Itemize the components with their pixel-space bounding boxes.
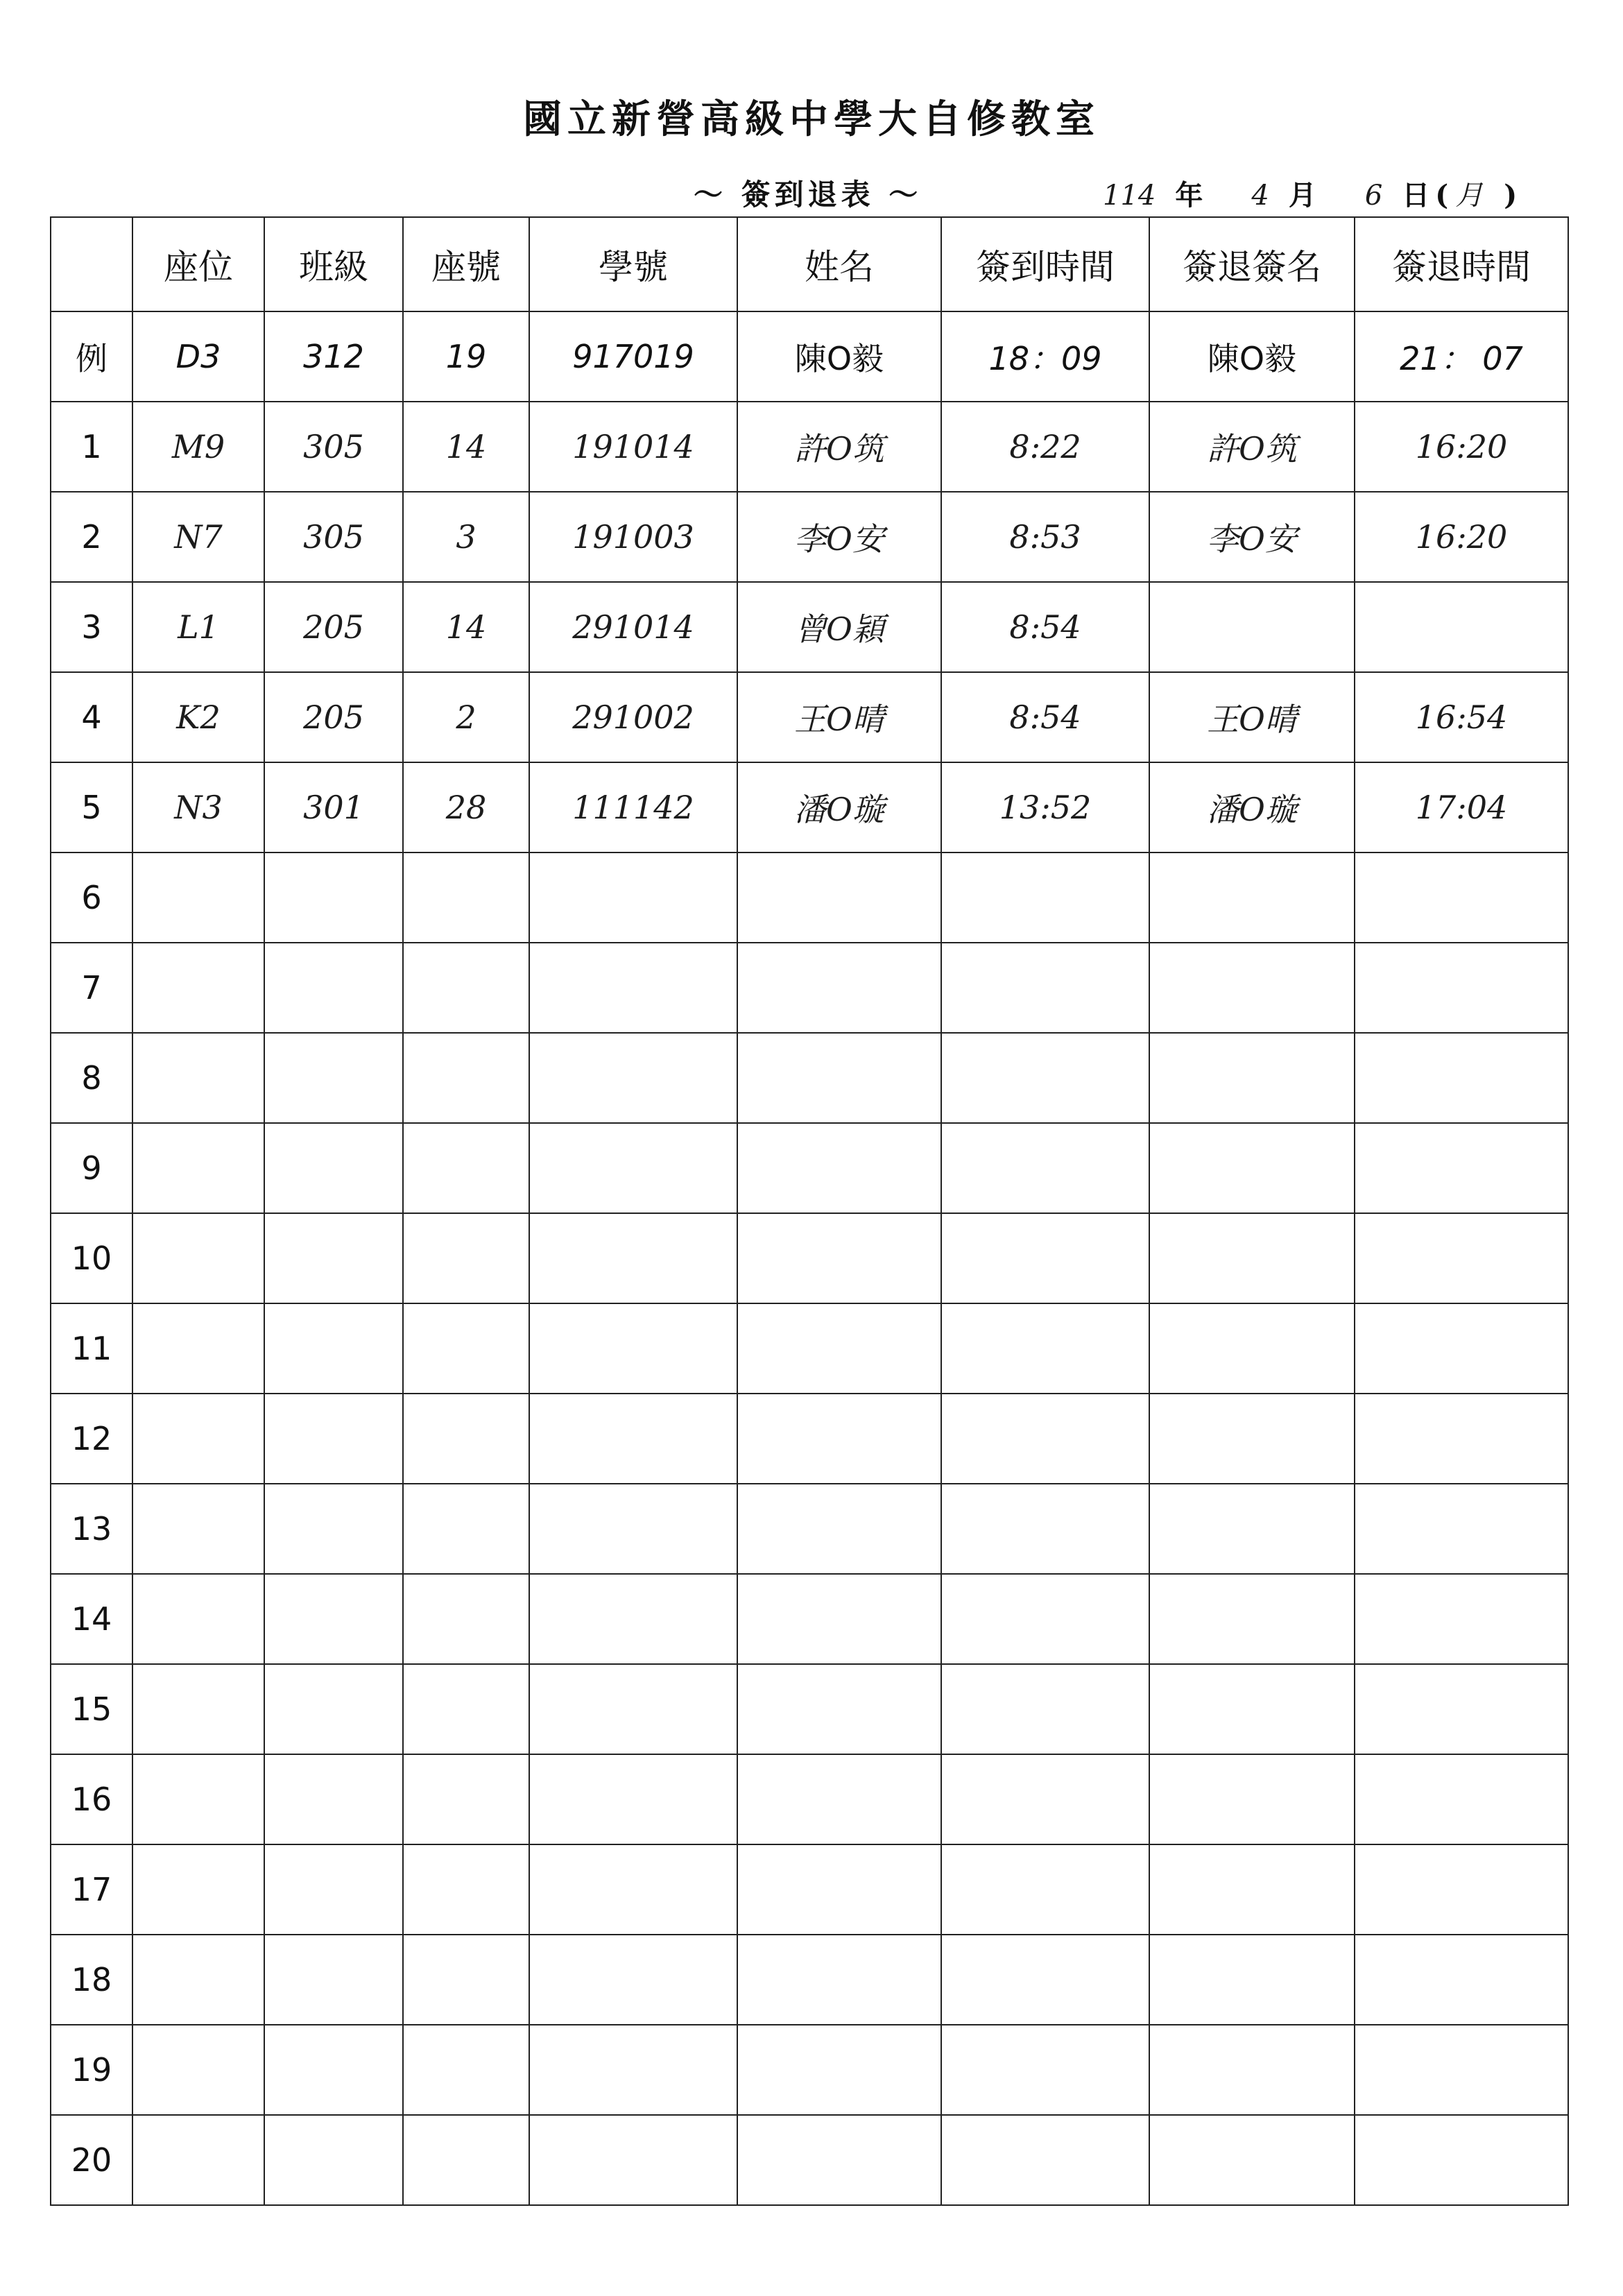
student-id-cell: 191003 [529,492,737,582]
class-cell [264,853,403,943]
row-number-cell: 19 [51,2025,132,2115]
checkout-signature-cell [1149,1303,1355,1394]
class-cell [264,2115,403,2205]
checkout-time-cell: 16:20 [1355,402,1568,492]
checkin-time-cell [941,943,1149,1033]
date-year: 114 [1103,180,1156,212]
checkin-time-cell [941,1574,1149,1664]
checkin-time-cell [941,1484,1149,1574]
row-number-cell: 14 [51,1574,132,1664]
seat-cell [132,1754,264,1844]
seat-number-cell [403,1123,529,1213]
name-cell [737,1844,941,1935]
seat-cell: D3 [132,311,264,402]
seat-cell [132,2025,264,2115]
seat-number-cell: 2 [403,672,529,762]
col-header-class: 班級 [264,217,403,311]
row-number-cell: 5 [51,762,132,853]
name-cell: 許O筑 [737,402,941,492]
checkout-time-cell [1355,2025,1568,2115]
table-row [51,1484,1568,1574]
student-id-cell [529,943,737,1033]
checkout-time-cell [1355,1213,1568,1303]
student-id-cell [529,2025,737,2115]
table-row [51,2025,1568,2115]
student-id-cell: 291014 [529,582,737,672]
class-cell: 305 [264,492,403,582]
seat-cell [132,1123,264,1213]
seat-number-cell [403,1935,529,2025]
student-id-cell [529,2115,737,2205]
row-number-cell: 12 [51,1394,132,1484]
seat-number-cell: 3 [403,492,529,582]
class-cell [264,1484,403,1574]
seat-number-cell [403,2115,529,2205]
col-header-checkin-time: 簽到時間 [941,217,1149,311]
sign-in-table [50,216,1569,2206]
student-id-cell: 111142 [529,762,737,853]
table-row [51,1844,1568,1935]
seat-cell [132,943,264,1033]
checkout-time-cell [1355,2115,1568,2205]
class-cell [264,1033,403,1123]
seat-cell [132,1844,264,1935]
student-id-cell [529,1303,737,1394]
checkout-time-cell: 16:20 [1355,492,1568,582]
student-id-cell [529,1935,737,2025]
checkout-time-cell [1355,1844,1568,1935]
checkout-signature-cell: 陳O毅 [1149,311,1355,402]
name-cell [737,1935,941,2025]
col-header-name: 姓名 [737,217,941,311]
checkout-time-cell [1355,1394,1568,1484]
checkout-time-cell: 16:54 [1355,672,1568,762]
name-cell [737,1754,941,1844]
table-row [51,1303,1568,1394]
name-cell [737,853,941,943]
weekday-close-paren: ) [1504,179,1518,212]
checkout-time-cell: 21： 07 [1355,311,1568,402]
row-number-cell: 9 [51,1123,132,1213]
checkout-signature-cell [1149,1213,1355,1303]
checkin-time-cell: 18：09 [941,311,1149,402]
name-cell [737,1123,941,1213]
checkin-time-cell [941,1303,1149,1394]
date-month-label: 月 [1288,179,1316,212]
seat-number-cell [403,1033,529,1123]
checkout-signature-cell [1149,582,1355,672]
table-header-row [51,217,1568,311]
checkout-signature-cell [1149,1484,1355,1574]
seat-number-cell: 19 [403,311,529,402]
class-cell [264,1844,403,1935]
checkout-signature-cell [1149,1664,1355,1754]
checkin-time-cell [941,1664,1149,1754]
table-row [51,582,1568,672]
row-number-cell: 3 [51,582,132,672]
seat-cell [132,1574,264,1664]
checkout-time-cell [1355,1754,1568,1844]
seat-number-cell [403,1394,529,1484]
checkout-time-cell [1355,582,1568,672]
student-id-cell [529,1213,737,1303]
name-cell: 潘O璇 [737,762,941,853]
name-cell [737,1394,941,1484]
checkout-time-cell [1355,943,1568,1033]
seat-cell: L1 [132,582,264,672]
seat-number-cell [403,1484,529,1574]
date-day-label: 日 [1402,179,1430,212]
seat-cell: N7 [132,492,264,582]
student-id-cell: 291002 [529,672,737,762]
checkin-time-cell: 8:53 [941,492,1149,582]
checkout-signature-cell [1149,1935,1355,2025]
row-number-cell: 2 [51,492,132,582]
student-id-cell: 191014 [529,402,737,492]
row-number-cell: 4 [51,672,132,762]
row-number-cell: 8 [51,1033,132,1123]
class-cell [264,1213,403,1303]
student-id-cell [529,853,737,943]
checkin-time-cell [941,1123,1149,1213]
checkin-time-cell: 13:52 [941,762,1149,853]
seat-cell [132,853,264,943]
checkout-signature-cell [1149,1754,1355,1844]
seat-number-cell [403,943,529,1033]
name-cell [737,1033,941,1123]
seat-number-cell [403,2025,529,2115]
table-row [51,1213,1568,1303]
seat-cell: M9 [132,402,264,492]
checkin-time-cell [941,2025,1149,2115]
checkout-signature-cell [1149,1844,1355,1935]
student-id-cell [529,1123,737,1213]
checkout-signature-cell [1149,1033,1355,1123]
row-number-cell: 18 [51,1935,132,2025]
checkout-time-cell [1355,853,1568,943]
weekday-open-paren: ( [1435,179,1449,212]
date-year-label: 年 [1175,179,1203,212]
checkout-time-cell [1355,1574,1568,1664]
row-number-cell: 13 [51,1484,132,1574]
checkout-signature-cell [1149,1394,1355,1484]
table-row [51,1754,1568,1844]
class-cell: 312 [264,311,403,402]
page-title: 國立新營高級中學大自修教室 [523,96,1100,142]
date-weekday: 月 [1455,180,1484,212]
name-cell [737,1303,941,1394]
student-id-cell [529,1754,737,1844]
seat-number-cell: 14 [403,402,529,492]
class-cell [264,2025,403,2115]
seat-cell: N3 [132,762,264,853]
seat-cell [132,2115,264,2205]
student-id-cell [529,1574,737,1664]
name-cell [737,2025,941,2115]
checkin-time-cell: 8:54 [941,672,1149,762]
example-row [51,311,1568,402]
row-number-cell: 11 [51,1303,132,1394]
checkin-time-cell [941,1394,1149,1484]
table-row [51,1935,1568,2025]
seat-number-cell [403,1303,529,1394]
name-cell [737,1574,941,1664]
name-cell [737,1213,941,1303]
class-cell: 205 [264,672,403,762]
checkout-signature-cell [1149,1574,1355,1664]
row-number-cell: 15 [51,1664,132,1754]
name-cell: 曾O穎 [737,582,941,672]
col-header-checkout-signature: 簽退簽名 [1149,217,1355,311]
student-id-cell [529,1664,737,1754]
row-number-cell: 17 [51,1844,132,1935]
checkin-time-cell: 8:54 [941,582,1149,672]
checkout-time-cell [1355,1664,1568,1754]
row-number-cell: 1 [51,402,132,492]
student-id-cell: 917019 [529,311,737,402]
checkout-time-cell [1355,1303,1568,1394]
checkout-signature-cell: 潘O璇 [1149,762,1355,853]
checkout-signature-cell: 許O筑 [1149,402,1355,492]
seat-cell [132,1213,264,1303]
col-header-row-number [51,217,132,311]
checkout-signature-cell: 李O安 [1149,492,1355,582]
table-row [51,762,1568,853]
checkin-time-cell [941,1844,1149,1935]
table-row [51,492,1568,582]
table-row [51,2115,1568,2205]
table-row [51,672,1568,762]
col-header-seat: 座位 [132,217,264,311]
seat-number-cell [403,1844,529,1935]
class-cell [264,1935,403,2025]
seat-cell [132,1664,264,1754]
col-header-student-id: 學號 [529,217,737,311]
checkout-time-cell [1355,1935,1568,2025]
name-cell [737,1664,941,1754]
seat-number-cell: 14 [403,582,529,672]
col-header-seat-number: 座號 [403,217,529,311]
row-number-cell: 20 [51,2115,132,2205]
class-cell [264,1303,403,1394]
class-cell [264,1754,403,1844]
class-cell [264,1574,403,1664]
row-number-cell: 10 [51,1213,132,1303]
seat-number-cell: 28 [403,762,529,853]
checkout-signature-cell [1149,2025,1355,2115]
seat-cell: K2 [132,672,264,762]
date-day: 6 [1364,180,1383,212]
row-number-cell: 6 [51,853,132,943]
checkout-signature-cell: 王O晴 [1149,672,1355,762]
table-row [51,1033,1568,1123]
seat-cell [132,1303,264,1394]
checkin-time-cell [941,1935,1149,2025]
checkin-time-cell [941,853,1149,943]
table-row [51,1574,1568,1664]
student-id-cell [529,1844,737,1935]
table-row [51,1394,1568,1484]
name-cell [737,1484,941,1574]
class-cell: 305 [264,402,403,492]
class-cell: 301 [264,762,403,853]
seat-number-cell [403,1574,529,1664]
class-cell: 205 [264,582,403,672]
checkin-time-cell [941,2115,1149,2205]
name-cell [737,943,941,1033]
seat-number-cell [403,1664,529,1754]
seat-number-cell [403,853,529,943]
seat-cell [132,1484,264,1574]
row-number-cell: 16 [51,1754,132,1844]
table-row [51,402,1568,492]
name-cell: 王O晴 [737,672,941,762]
checkout-time-cell: 17:04 [1355,762,1568,853]
table-row [51,943,1568,1033]
col-header-checkout-time: 簽退時間 [1355,217,1568,311]
checkin-time-cell [941,1213,1149,1303]
table-row [51,853,1568,943]
checkout-time-cell [1355,1033,1568,1123]
row-number-cell: 例 [51,311,132,402]
checkout-time-cell [1355,1484,1568,1574]
date-line [1103,173,1517,213]
checkin-time-cell: 8:22 [941,402,1149,492]
name-cell: 李O安 [737,492,941,582]
checkout-signature-cell [1149,2115,1355,2205]
checkout-signature-cell [1149,1123,1355,1213]
checkout-signature-cell [1149,943,1355,1033]
class-cell [264,1394,403,1484]
class-cell [264,1123,403,1213]
checkout-signature-cell [1149,853,1355,943]
seat-number-cell [403,1754,529,1844]
class-cell [264,1664,403,1754]
student-id-cell [529,1484,737,1574]
name-cell: 陳O毅 [737,311,941,402]
table-row [51,1123,1568,1213]
checkin-time-cell [941,1033,1149,1123]
row-number-cell: 7 [51,943,132,1033]
student-id-cell [529,1033,737,1123]
seat-cell [132,1394,264,1484]
table-body [51,311,1568,2205]
name-cell [737,2115,941,2205]
student-id-cell [529,1394,737,1484]
seat-cell [132,1033,264,1123]
checkin-time-cell [941,1754,1149,1844]
form-subtitle: 〜 簽到退表 〜 [694,178,922,212]
seat-cell [132,1935,264,2025]
table-row [51,1664,1568,1754]
seat-number-cell [403,1213,529,1303]
date-month: 4 [1251,180,1269,212]
checkout-time-cell [1355,1123,1568,1213]
class-cell [264,943,403,1033]
